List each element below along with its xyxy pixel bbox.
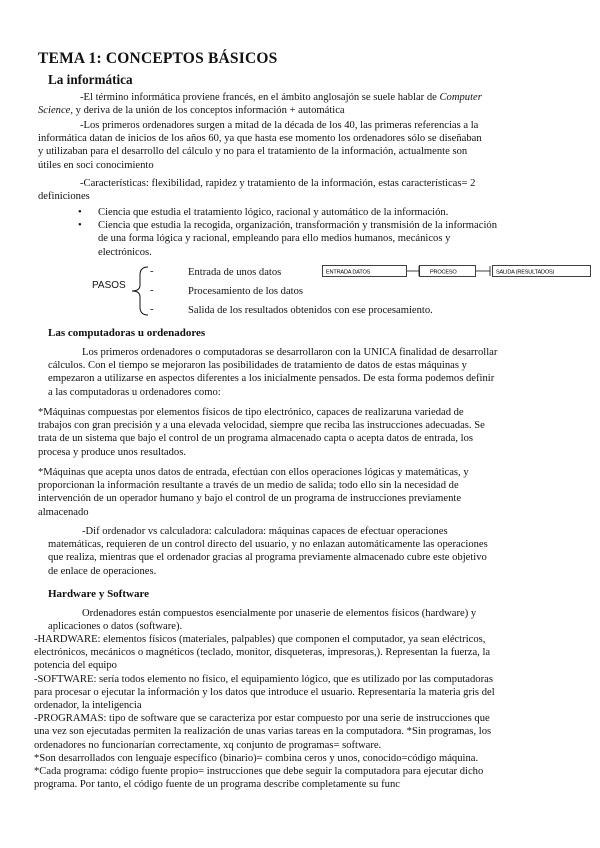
text-line: de enlace de operaciones.: [48, 565, 157, 577]
text-line: procesa y produce unos resultados.: [38, 446, 186, 458]
text-line: -Dif ordenador vs calculadora: calculadora: máquinas capaces de efectuar operaciones: [82, 526, 448, 537]
text-line: -Características: flexibilidad, rapidez y tratamiento de la información, estas características= 2: [80, 178, 476, 189]
text-line: trabajos con gran precisión y a una elevada velocidad, siempre que reciba las instrucciones adecuadas. Se: [38, 420, 485, 432]
text-line: Ciencia que estudia el tratamiento lógico, racional y automático de la información.: [98, 207, 449, 218]
text-line: de una forma lógica y racional, empleando para ello medios humanos, mecánicos y: [98, 233, 451, 245]
text-line: proporcionan la información resultante a través de un medio de salida; todo ello sin la necesidad de: [38, 480, 459, 492]
section-heading-hardware-software: Hardware y Software: [48, 588, 150, 600]
text-line: trata de un sistema que bajo el control de un programa almacenado capta o acepta datos de entrada, los: [38, 433, 474, 445]
text-line: *Máquinas que acepta unos datos de entrada, efectúan con ellos operaciones lógicas y matemáticas, y: [38, 467, 469, 478]
page-title: TEMA 1: CONCEPTOS BÁSICOS: [38, 50, 278, 67]
text-line: que realiza, mientras que el ordenador gracias al programa previamente almacenado cubre este objetivo: [48, 552, 487, 564]
text-line: ordenadores no funcionarían correctamente, xq conjunto de programas= software.: [34, 739, 382, 751]
text-line: potencia del equipo: [34, 660, 117, 672]
text-line: empezaron a utilizarse en aspectos diferentes a los inicialmente pensados. De esta forma podemos definir: [48, 373, 495, 385]
list-item: [78, 206, 538, 219]
text-line: electrónicos.: [98, 246, 152, 258]
paragraph-origin: [38, 91, 558, 117]
bullet-icon: •: [78, 220, 82, 232]
paragraph-computers-intro: [48, 346, 568, 399]
text-line: a las computadoras u ordenadores como:: [48, 386, 221, 398]
paragraph-history: [38, 119, 568, 172]
italic-term: Computer: [439, 92, 482, 103]
paragraph-hw-sw-body: [34, 633, 579, 791]
definition-list: [78, 206, 538, 259]
paragraph-definition-1: [38, 406, 568, 459]
text-line: informática datan de inicios de los años 60, ya que hasta ese momento los ordenadores sólo se diseñaban: [38, 133, 482, 145]
step-dash: -: [150, 266, 154, 277]
paragraph-hw-sw-intro: [48, 607, 568, 633]
pasos-label: PASOS: [92, 280, 126, 291]
text-line: Ordenadores están compuestos esencialmente por unaserie de elementos físicos (hardware) y: [82, 608, 477, 619]
text-line: almacenado: [38, 506, 89, 518]
text-line: intervención de un operador humano y bajo el control de un programa de instrucciones previamente: [38, 493, 462, 505]
text-line: [38, 91, 558, 104]
text-line: -PROGRAMAS: tipo de software que se caracteriza por estar compuesto por una serie de instrucciones que: [34, 713, 490, 725]
list-item: [78, 219, 538, 259]
bullet-icon: •: [78, 207, 82, 218]
paragraph-computer-vs-calculator: [48, 525, 568, 578]
flow-label-process: PROCESO: [430, 269, 457, 276]
text-line: matemáticas, requieren de un control directo del usuario, y no enlazan automáticamente las operaciones: [48, 539, 488, 551]
text-line: *Cada programa: código fuente propio= instrucciones que debe seguir la computadora para ejecutar dicho: [34, 766, 484, 778]
text-line: cálculos. Con el tiempo se mejoraron las posibilidades de tratamiento de datos de estas máquinas y: [48, 360, 467, 372]
text-line: -HARDWARE: elementos físicos (materiales, palpables) que componen el computador, ya sean eléctricos,: [34, 634, 486, 645]
section-heading-computadoras: Las computadoras u ordenadores: [48, 327, 206, 339]
text-line: -SOFTWARE: sería todos elemento no físico, el equipamiento lógico, que es utilizado por las computadoras: [34, 673, 493, 685]
text-line: Los primeros ordenadores o computadoras se desarrollaron con la UNICA finalidad de desarrollar: [82, 347, 498, 358]
step-process: Procesamiento de los datos: [188, 286, 304, 297]
paragraph-characteristics: [38, 177, 568, 203]
text-line: definiciones: [38, 191, 90, 203]
text-line: aplicaciones o datos (software).: [48, 621, 183, 633]
text-line: útiles en soci conocimiento: [38, 159, 154, 171]
text-line: Ciencia que estudia la recogida, organización, transformación y transmisión de la información: [98, 220, 497, 232]
text-span: -El término informática proviene francés, en el ámbito anglosajón se suele hablar de: [80, 92, 440, 103]
italic-term: Science: [38, 105, 71, 117]
step-input: Entrada de unos datos: [188, 267, 282, 278]
text-line: electrónicos, mecánicos o magnéticos (teclado, monitor, disqueteras, impresoras,). Representan la fuerza, la: [34, 647, 491, 659]
text-line: -Los primeros ordenadores surgen a mitad de la década de los 40, las primeras referencias a la: [80, 120, 479, 131]
flow-label-output: SALIDA (RESULTADOS): [496, 269, 555, 276]
text-line: *Son desarrollados con lenguaje específico (binario)= combina ceros y unos, conocido=código máquina.: [34, 752, 479, 764]
text-line: ordenador, la inteligencia: [34, 700, 142, 712]
text-span: , y deriva de la unión de los conceptos información + automática: [70, 105, 345, 117]
text-line: y utilizaban para el desarrollo del cálculo y no para el tratamiento de la información, actualmente son: [38, 146, 468, 158]
step-dash: -: [150, 285, 154, 296]
process-flow-diagram: [322, 263, 592, 279]
text-line: para procesar o ejecutar la información y los datos que introduce el usuario. Representaría la materia gris del: [34, 686, 495, 698]
text-line: [38, 104, 558, 117]
text-line: *Máquinas compuestas por elementos físicos de tipo electrónico, capaces de realizaruna variedad de: [38, 407, 464, 418]
section-heading-informatica: La informática: [48, 72, 133, 87]
step-dash: -: [150, 304, 154, 315]
flow-label-input: ENTRADA DATOS: [326, 269, 371, 276]
paragraph-definition-2: [38, 466, 568, 519]
text-line: una vez son ejecutadas permiten la realización de unas varias tareas en la computadora. *Sin programas, los: [34, 726, 492, 738]
step-output: Salida de los resultados obtenidos con ese procesamiento.: [188, 305, 433, 316]
text-line: programa. Por tanto, el código fuente de un programa describe completamente su func: [34, 779, 400, 791]
